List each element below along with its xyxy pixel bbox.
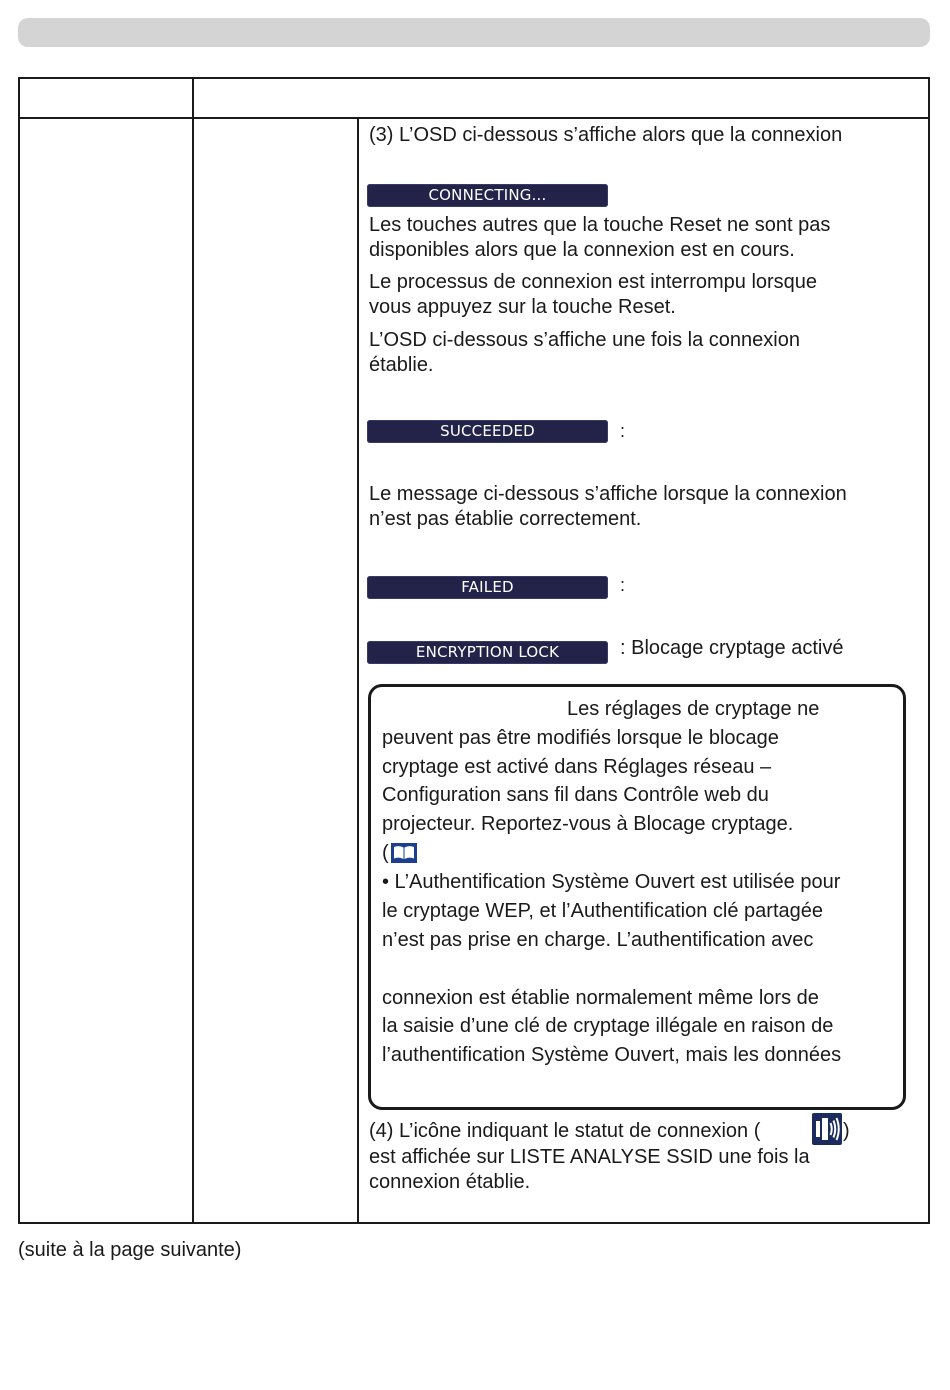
note-line-7: • L’Authentification Système Ouvert est utilisée pour bbox=[382, 871, 841, 893]
table-header-divider bbox=[18, 117, 930, 119]
step3-paragraph-4: Le message ci-dessous s’affiche lorsque la connexion n’est pas établie correctement. bbox=[369, 483, 847, 530]
table-column-divider-2 bbox=[357, 117, 359, 1224]
failed-colon: : bbox=[620, 575, 626, 595]
note-line-2: peuvent pas être modifiés lorsque le blocage bbox=[382, 727, 779, 749]
step4-text-b: est affichée sur LISTE ANALYSE SSID une fois la connexion établie. bbox=[369, 1146, 810, 1193]
step4-text-a-close: ) bbox=[843, 1120, 850, 1142]
succeeded-colon: : bbox=[620, 421, 626, 441]
note-line-10: connexion est établie normalement même lors de bbox=[382, 987, 819, 1009]
note-line-5: projecteur. Reportez-vous à Blocage cryptage. bbox=[382, 813, 794, 835]
osd-connecting: CONNECTING... bbox=[367, 184, 608, 207]
header-bar bbox=[18, 18, 930, 47]
step3-paragraph-2: Le processus de connexion est interrompu lorsque vous appuyez sur la touche Reset. bbox=[369, 271, 818, 318]
note-line-3: cryptage est activé dans Réglages réseau – bbox=[382, 756, 772, 778]
step3-paragraph-1: Les touches autres que la touche Reset ne sont pas disponibles alors que la connexion est en cours. bbox=[369, 214, 831, 261]
wireless-connection-icon bbox=[812, 1113, 842, 1145]
note-line-4: Configuration sans fil dans Contrôle web du bbox=[382, 784, 769, 806]
step3-paragraph-3: L’OSD ci-dessous s’affiche une fois la connexion établie. bbox=[369, 329, 800, 376]
note-line-12: l’authentification Système Ouvert, mais les données bbox=[382, 1044, 842, 1066]
continued-on-next-page: (suite à la page suivante) bbox=[18, 1239, 242, 1261]
step4-text-a: (4) L’icône indiquant le statut de connexion ( bbox=[369, 1120, 761, 1142]
osd-succeeded: SUCCEEDED bbox=[367, 420, 608, 443]
note-line-9: n’est pas prise en charge. L’authentification avec bbox=[382, 929, 814, 951]
note-line-1: Les réglages de cryptage ne bbox=[567, 698, 820, 720]
osd-failed: FAILED bbox=[367, 576, 608, 599]
osd-encryption-lock: ENCRYPTION LOCK bbox=[367, 641, 608, 664]
note-line-11: la saisie d’une clé de cryptage illégale en raison de bbox=[382, 1015, 834, 1037]
note-line-6: ( bbox=[382, 842, 389, 864]
book-reference-icon bbox=[391, 843, 417, 863]
encryption-lock-description: : Blocage cryptage activé bbox=[620, 637, 844, 659]
table-column-divider-1 bbox=[192, 77, 194, 1224]
note-line-8: le cryptage WEP, et l’Authentification clé partagée bbox=[382, 900, 823, 922]
step3-intro: (3) L’OSD ci-dessous s’affiche alors que la connexion bbox=[369, 124, 843, 146]
